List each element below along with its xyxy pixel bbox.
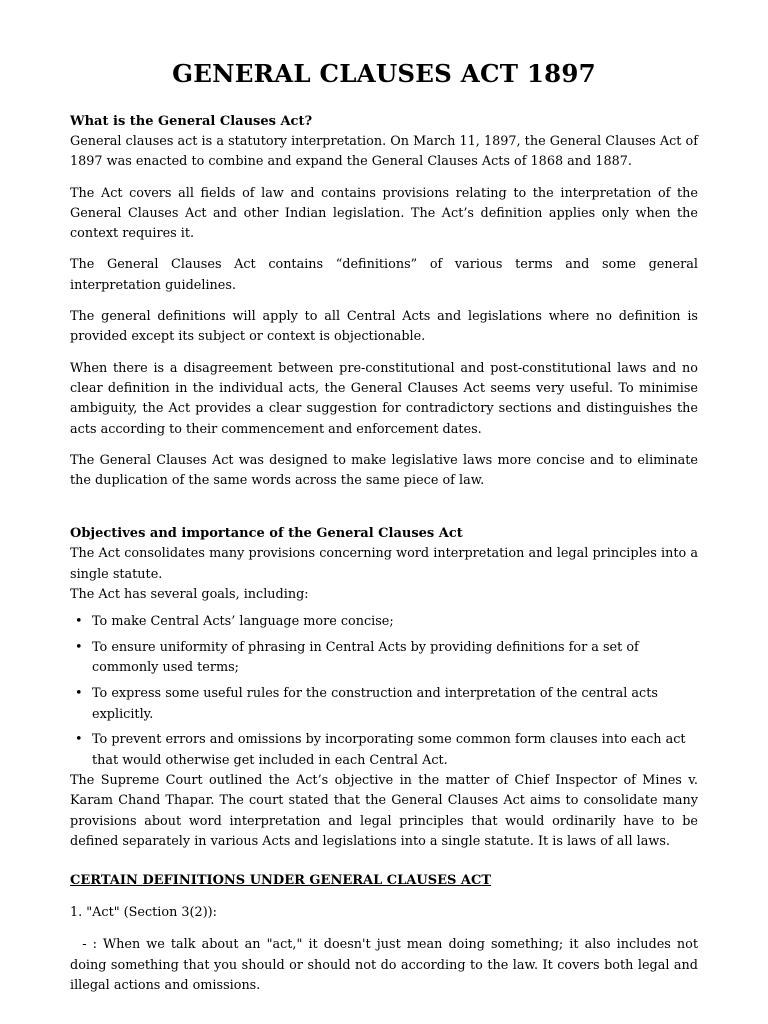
goals-list (70, 612, 698, 771)
bullet-icon: • (75, 640, 83, 656)
section-objectives (70, 524, 698, 852)
paragraph: The Supreme Court outlined the Act’s objective in the matter of Chief Inspector of Mines v. Karam Chand Thapar. The court stated that the General Clauses Act aims to consolidate many provisions about word interpretation and legal principles that would ordinarily have to be defined separately in various Acts and legislations into a single statute. It is laws of all laws. (70, 772, 698, 849)
section-heading: Objectives and importance of the General Clauses Act (70, 526, 463, 542)
list-item: • To make Central Acts’ language more concise; (92, 612, 698, 632)
section-heading: What is the General Clauses Act? (70, 114, 313, 129)
paragraph: General clauses act is a statutory interpretation. On March 11, 1897, the General Clauses Act of 1897 was enacted to combine and expand the General Clauses Acts of 1868 and 1887. (70, 134, 698, 170)
paragraph: When there is a disagreement between pre-constitutional and post-constitutional laws and no clear definition in the individual acts, the General Clauses Act seems very useful. To minimise ambiguity, the Act provides a clear suggestion for contradictory sections and distinguishes the acts according to their commencement and enforcement dates. (70, 360, 698, 437)
paragraph: The General Clauses Act contains “definitions” of various terms and some general interpretation guidelines. (70, 257, 698, 293)
paragraph: The Act covers all fields of law and contains provisions relating to the interpretation of the General Clauses Act and other Indian legislation. The Act’s definition applies only when the context requires it. (70, 185, 698, 242)
bullet-icon: • (75, 686, 83, 702)
definition-label: 1. "Act" (Section 3(2)): (70, 905, 217, 921)
paragraph: The General Clauses Act was designed to make legislative laws more concise and to eliminate the duplication of the same words across the same piece of law. (70, 452, 698, 489)
bullet-icon: • (75, 614, 83, 630)
paragraph: The general definitions will apply to all Central Acts and legislations where no definition is provided except its subject or context is objectionable. (70, 309, 698, 345)
definition-text: - : When we talk about an "act," it doesn't just mean doing something; it also includes not doing something that you should or should not do according to the law. It covers both legal and illegal actions and omissions. (70, 937, 703, 993)
list-item: • To express some useful rules for the construction and interpretation of the central acts explicitly. (75, 686, 658, 722)
section-definitions (70, 871, 703, 996)
section-heading: CERTAIN DEFINITIONS UNDER GENERAL CLAUSES ACT (70, 873, 492, 889)
document-title: GENERAL CLAUSES ACT 1897 (172, 59, 596, 88)
paragraph: The Act consolidates many provisions concerning word interpretation and legal principles into a single statute. (70, 546, 698, 582)
list-item: • To prevent errors and omissions by incorporating some common form clauses into each act that would otherwise get included in each Central Act. (75, 732, 686, 768)
section-what-is (70, 112, 698, 491)
bullet-icon: • (75, 732, 83, 748)
list-item: • To ensure uniformity of phrasing in Central Acts by providing definitions for a set of commonly used terms; (75, 640, 639, 676)
paragraph: The Act has several goals, including: (70, 587, 309, 603)
